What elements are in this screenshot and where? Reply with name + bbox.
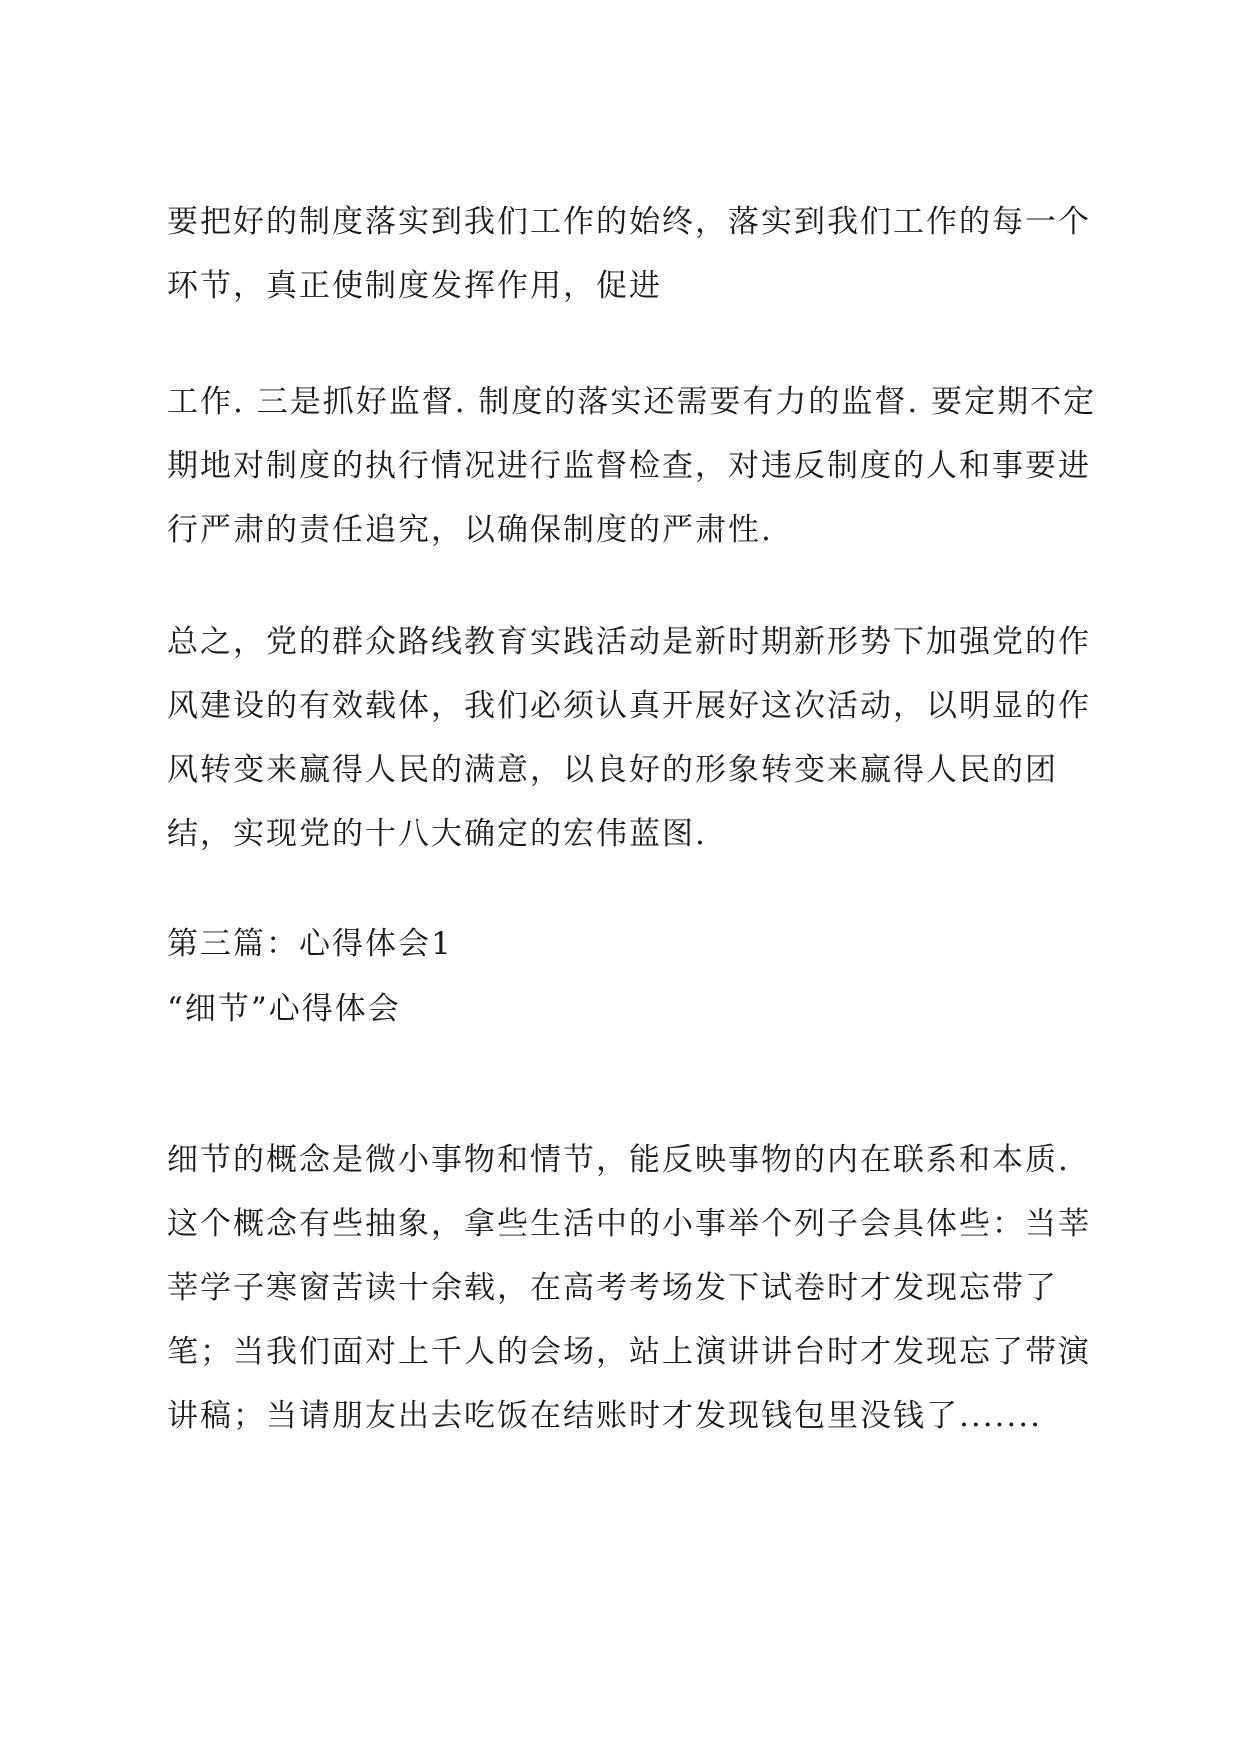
paragraph-2: 工作. 三是抓好监督. 制度的落实还需要有力的监督. 要定期不定期地对制度的执行情况进行监督检查，对违反制度的人和事要进行严肃的责任追究，以确保制度的严肃性. bbox=[167, 384, 1097, 548]
paragraph-3: 总之，党的群众路线教育实践活动是新时期新形势下加强党的作风建设的有效载体，我们必须认真开展好这次活动，以明显的作风转变来赢得人民的满意，以良好的形象转变来赢得人民的团结，实现党的十八大确定的宏伟蓝图. bbox=[167, 624, 1091, 852]
paragraph-4: 细节的概念是微小事物和情节，能反映事物的内在联系和本质. 这个概念有些抽象，拿些生活中的小事举个列子会具体些：当莘莘学子寒窗苦读十余载，在高考考场发下试卷时才发现忘带了笔；当我们面对上千人的会场，站上演讲讲台时才发现忘了带演讲稿；当请朋友出去吃饭在结账时才发现钱包里没钱了....... bbox=[167, 1142, 1091, 1434]
section-heading: 第三篇：心得体会1 bbox=[167, 926, 453, 962]
paragraph-1: 要把好的制度落实到我们工作的始终，落实到我们工作的每一个环节，真正使制度发挥作用，促进 bbox=[167, 204, 1091, 304]
section-subheading: “细节”心得体会 bbox=[167, 991, 401, 1027]
